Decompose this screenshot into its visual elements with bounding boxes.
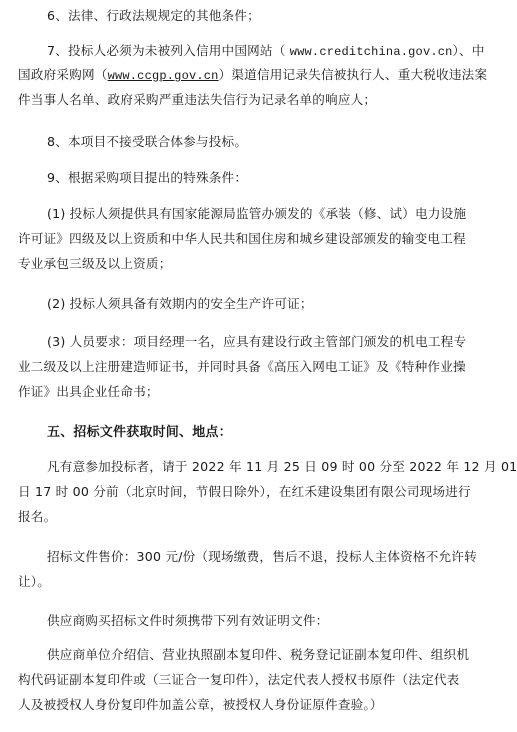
section-5-heading: 五、招标文件获取时间、地点： — [47, 425, 232, 440]
price-line-1: 招标文件售价：300 元/份（现场缴费，售后不退，投标人主体资格不允许转 — [47, 549, 477, 564]
price-line-2: 让）。 — [18, 574, 51, 589]
text: 国政府采购网（ — [18, 67, 108, 82]
item-9: 9、根据采购项目提出的特殊条件： — [47, 170, 248, 185]
docs-list-line-1: 供应商单位介绍信、营业执照副本复印件、税务登记证副本复印件、组织机 — [47, 647, 470, 662]
item-9-3-line-1: (3) 人员要求：项目经理一名，应具有建设行政主管部门颁发的机电工程专 — [47, 334, 467, 349]
docs-list-line-3: 人及被授权人身份复印件加盖公章，被授权人身份证原件查验。） — [18, 697, 383, 712]
item-9-1-line-2: 许可证》四级及以上资质和中华人民共和国住房和城乡建设部颁发的输变电工程 — [18, 231, 466, 246]
text: ）渠道信用记录失信被执行人、重大税收违法案 — [218, 67, 488, 82]
item-9-3-line-2: 业二级及以上注册建造师证书，并同时具备《高压入网电工证》及《特种作业操 — [18, 359, 466, 374]
item-9-3-line-3: 作证》出具企业任命书； — [18, 384, 159, 399]
item-9-2: (2) 投标人须具备有效期内的安全生产许可证； — [47, 296, 313, 311]
item-7-line-1 — [47, 43, 485, 60]
docs-intro: 供应商购买招标文件时须携带下列有效证明文件： — [47, 613, 329, 628]
ccgp-link[interactable]: www.ccgp.gov.cn — [107, 69, 219, 83]
item-9-1-line-1: (1) 投标人须提供具有国家能源局监管办颁发的《承装（修、试）电力设施 — [47, 206, 467, 221]
item-7-line-2 — [18, 67, 487, 84]
time-line-3: 报名。 — [18, 509, 57, 524]
item-8: 8、本项目不接受联合体参与投标。 — [47, 134, 248, 149]
text: 7、投标人必须为未被列入信用中国网站（ — [47, 43, 290, 58]
docs-list-line-2: 构代码证副本复印件或（三证合一复印件），法定代表人授权书原件（法定代表 — [18, 672, 460, 687]
time-line-2: 日 17 时 00 分前（北京时间，节假日除外），在红禾建设集团有限公司现场进行 — [18, 484, 471, 499]
item-7-line-3: 件当事人名单、政府采购严重违法失信行为记录名单的响应人； — [18, 92, 377, 107]
text: ）、中 — [452, 43, 485, 58]
creditchina-link[interactable]: www.creditchina.gov.cn — [289, 45, 453, 59]
item-6: 6、法律、行政法规规定的其他条件； — [47, 8, 260, 23]
time-line-1: 凡有意参加投标者，请于 2022 年 11 月 25 日 09 时 00 分至 2022 年 12 月 01 — [47, 459, 517, 474]
item-9-1-line-3: 专业承包三级及以上资质； — [18, 256, 172, 271]
